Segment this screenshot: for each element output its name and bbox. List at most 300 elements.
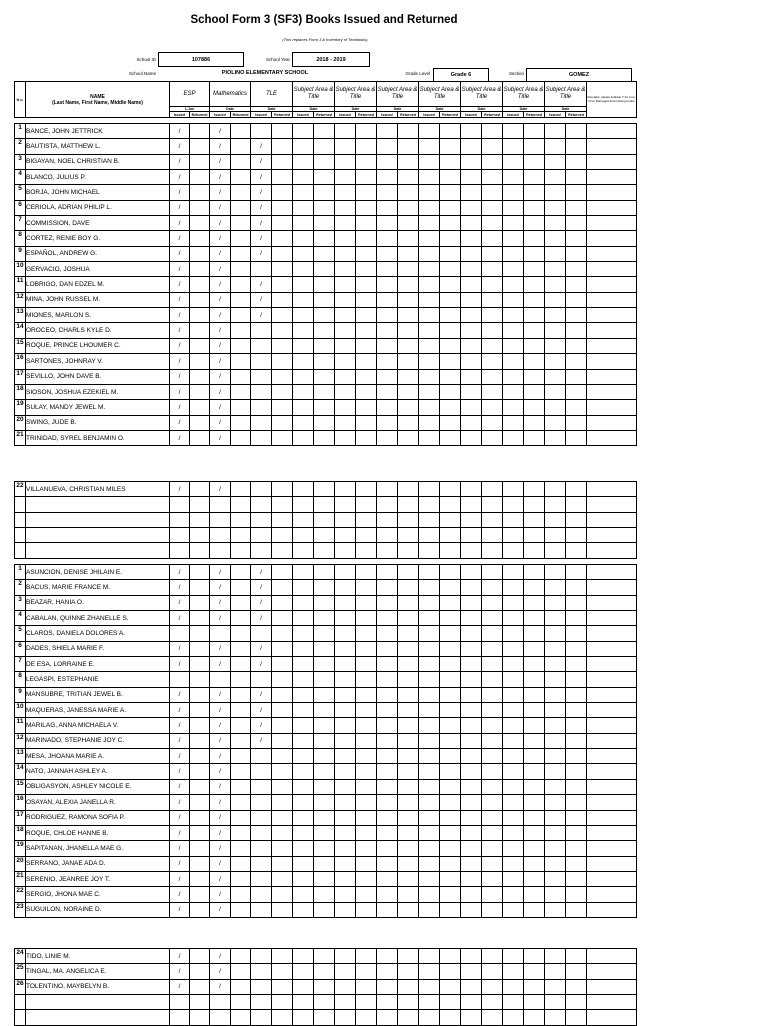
returned-cell[interactable] <box>231 323 251 338</box>
returned-cell[interactable] <box>190 733 210 748</box>
issued-mark[interactable]: / <box>210 565 231 580</box>
returned-cell[interactable] <box>566 400 587 415</box>
returned-cell[interactable] <box>231 430 251 445</box>
returned-cell[interactable] <box>440 964 461 979</box>
issued-cell[interactable] <box>419 733 440 748</box>
returned-cell[interactable] <box>272 565 293 580</box>
blank-cell[interactable] <box>461 512 482 527</box>
blank-cell[interactable] <box>170 497 190 512</box>
issued-cell[interactable] <box>503 595 524 610</box>
returned-cell[interactable] <box>356 856 377 871</box>
returned-cell[interactable] <box>524 964 545 979</box>
returned-cell[interactable] <box>482 856 503 871</box>
issued-cell[interactable] <box>461 400 482 415</box>
issued-cell[interactable] <box>545 369 566 384</box>
issued-cell[interactable] <box>419 749 440 764</box>
issued-mark[interactable]: / <box>210 430 231 445</box>
blank-cell[interactable] <box>26 528 170 543</box>
returned-cell[interactable] <box>272 308 293 323</box>
issued-cell[interactable] <box>503 200 524 215</box>
returned-cell[interactable] <box>272 810 293 825</box>
blank-cell[interactable] <box>545 497 566 512</box>
returned-cell[interactable] <box>440 810 461 825</box>
issued-mark[interactable]: / <box>251 216 272 231</box>
returned-cell[interactable] <box>398 400 419 415</box>
blank-cell[interactable] <box>440 1010 461 1025</box>
returned-cell[interactable] <box>440 749 461 764</box>
returned-cell[interactable] <box>272 338 293 353</box>
returned-cell[interactable] <box>272 626 293 641</box>
returned-cell[interactable] <box>524 216 545 231</box>
issued-cell[interactable] <box>419 641 440 656</box>
returned-cell[interactable] <box>482 825 503 840</box>
returned-cell[interactable] <box>356 795 377 810</box>
issued-cell[interactable] <box>503 400 524 415</box>
issued-mark[interactable]: / <box>170 779 190 794</box>
returned-cell[interactable] <box>356 262 377 277</box>
blank-cell[interactable] <box>231 497 251 512</box>
issued-cell[interactable] <box>419 703 440 718</box>
returned-cell[interactable] <box>190 795 210 810</box>
returned-cell[interactable] <box>440 841 461 856</box>
issued-mark[interactable] <box>251 369 272 384</box>
issued-cell[interactable] <box>545 139 566 154</box>
blank-cell[interactable] <box>524 995 545 1010</box>
returned-cell[interactable] <box>231 482 251 497</box>
issued-cell[interactable] <box>293 887 314 902</box>
returned-cell[interactable] <box>524 185 545 200</box>
returned-cell[interactable] <box>566 277 587 292</box>
school-year-field[interactable]: 2018 - 2019 <box>292 52 370 67</box>
returned-cell[interactable] <box>231 139 251 154</box>
issued-cell[interactable] <box>293 764 314 779</box>
issued-mark[interactable] <box>251 482 272 497</box>
returned-cell[interactable] <box>524 795 545 810</box>
returned-cell[interactable] <box>190 749 210 764</box>
returned-cell[interactable] <box>272 216 293 231</box>
returned-cell[interactable] <box>524 369 545 384</box>
returned-cell[interactable] <box>440 170 461 185</box>
blank-cell[interactable] <box>190 995 210 1010</box>
returned-cell[interactable] <box>314 718 335 733</box>
issued-cell[interactable] <box>545 672 566 687</box>
returned-cell[interactable] <box>398 216 419 231</box>
issued-mark[interactable]: / <box>251 185 272 200</box>
blank-cell[interactable] <box>210 528 231 543</box>
blank-cell[interactable] <box>398 995 419 1010</box>
issued-cell[interactable] <box>335 626 356 641</box>
remarks-cell[interactable] <box>587 384 637 399</box>
issued-cell[interactable] <box>419 292 440 307</box>
returned-cell[interactable] <box>398 687 419 702</box>
issued-cell[interactable] <box>377 400 398 415</box>
returned-cell[interactable] <box>482 626 503 641</box>
blank-cell[interactable] <box>251 512 272 527</box>
returned-cell[interactable] <box>398 672 419 687</box>
issued-cell[interactable] <box>503 626 524 641</box>
issued-cell[interactable] <box>293 415 314 430</box>
issued-cell[interactable] <box>419 887 440 902</box>
issued-cell[interactable] <box>293 154 314 169</box>
returned-cell[interactable] <box>398 902 419 917</box>
returned-cell[interactable] <box>398 323 419 338</box>
blank-cell[interactable] <box>587 497 637 512</box>
returned-cell[interactable] <box>440 733 461 748</box>
remarks-cell[interactable] <box>587 871 637 886</box>
returned-cell[interactable] <box>524 430 545 445</box>
issued-cell[interactable] <box>377 611 398 626</box>
blank-cell[interactable] <box>377 528 398 543</box>
returned-cell[interactable] <box>356 611 377 626</box>
issued-cell[interactable] <box>293 369 314 384</box>
issued-cell[interactable] <box>419 200 440 215</box>
remarks-cell[interactable] <box>587 979 637 994</box>
issued-cell[interactable] <box>293 779 314 794</box>
issued-cell[interactable] <box>461 902 482 917</box>
blank-cell[interactable] <box>398 1010 419 1025</box>
issued-cell[interactable] <box>545 703 566 718</box>
issued-cell[interactable] <box>377 733 398 748</box>
returned-cell[interactable] <box>440 277 461 292</box>
returned-cell[interactable] <box>482 430 503 445</box>
issued-cell[interactable] <box>545 170 566 185</box>
blank-cell[interactable] <box>314 512 335 527</box>
issued-cell[interactable] <box>419 170 440 185</box>
returned-cell[interactable] <box>314 139 335 154</box>
returned-cell[interactable] <box>231 687 251 702</box>
issued-mark[interactable]: / <box>170 641 190 656</box>
returned-cell[interactable] <box>272 595 293 610</box>
returned-cell[interactable] <box>231 369 251 384</box>
issued-cell[interactable] <box>335 384 356 399</box>
issued-mark[interactable] <box>251 262 272 277</box>
remarks-cell[interactable] <box>587 565 637 580</box>
blank-cell[interactable] <box>26 497 170 512</box>
issued-mark[interactable]: / <box>170 139 190 154</box>
blank-cell[interactable] <box>356 512 377 527</box>
issued-cell[interactable] <box>545 611 566 626</box>
returned-cell[interactable] <box>356 292 377 307</box>
returned-cell[interactable] <box>566 154 587 169</box>
issued-cell[interactable] <box>545 565 566 580</box>
issued-cell[interactable] <box>545 338 566 353</box>
returned-cell[interactable] <box>190 902 210 917</box>
blank-cell[interactable] <box>503 497 524 512</box>
issued-mark[interactable] <box>251 856 272 871</box>
issued-cell[interactable] <box>503 580 524 595</box>
returned-cell[interactable] <box>566 795 587 810</box>
issued-cell[interactable] <box>461 580 482 595</box>
returned-cell[interactable] <box>482 964 503 979</box>
returned-cell[interactable] <box>190 323 210 338</box>
returned-cell[interactable] <box>314 415 335 430</box>
returned-cell[interactable] <box>398 825 419 840</box>
remarks-cell[interactable] <box>587 964 637 979</box>
issued-cell[interactable] <box>461 565 482 580</box>
issued-cell[interactable] <box>335 400 356 415</box>
returned-cell[interactable] <box>440 703 461 718</box>
returned-cell[interactable] <box>524 200 545 215</box>
returned-cell[interactable] <box>566 779 587 794</box>
blank-cell[interactable] <box>503 543 524 558</box>
issued-mark[interactable]: / <box>170 902 190 917</box>
remarks-cell[interactable] <box>587 246 637 261</box>
returned-cell[interactable] <box>272 657 293 672</box>
blank-cell[interactable] <box>231 512 251 527</box>
returned-cell[interactable] <box>482 354 503 369</box>
issued-mark[interactable]: / <box>251 718 272 733</box>
returned-cell[interactable] <box>231 246 251 261</box>
returned-cell[interactable] <box>524 779 545 794</box>
blank-cell[interactable] <box>272 528 293 543</box>
issued-cell[interactable] <box>377 825 398 840</box>
returned-cell[interactable] <box>356 246 377 261</box>
returned-cell[interactable] <box>314 369 335 384</box>
blank-cell[interactable] <box>566 1010 587 1025</box>
issued-cell[interactable] <box>335 308 356 323</box>
returned-cell[interactable] <box>272 384 293 399</box>
issued-mark[interactable]: / <box>170 262 190 277</box>
blank-cell[interactable] <box>440 543 461 558</box>
returned-cell[interactable] <box>566 231 587 246</box>
returned-cell[interactable] <box>566 687 587 702</box>
returned-cell[interactable] <box>231 565 251 580</box>
issued-cell[interactable] <box>335 185 356 200</box>
issued-cell[interactable] <box>545 626 566 641</box>
returned-cell[interactable] <box>566 354 587 369</box>
returned-cell[interactable] <box>398 595 419 610</box>
returned-cell[interactable] <box>566 338 587 353</box>
issued-cell[interactable] <box>377 979 398 994</box>
returned-cell[interactable] <box>272 354 293 369</box>
blank-cell[interactable] <box>293 512 314 527</box>
issued-cell[interactable] <box>503 292 524 307</box>
issued-cell[interactable] <box>335 887 356 902</box>
returned-cell[interactable] <box>566 949 587 964</box>
blank-cell[interactable] <box>545 512 566 527</box>
returned-cell[interactable] <box>356 565 377 580</box>
returned-cell[interactable] <box>524 749 545 764</box>
blank-cell[interactable] <box>503 995 524 1010</box>
issued-mark[interactable]: / <box>210 595 231 610</box>
returned-cell[interactable] <box>398 795 419 810</box>
returned-cell[interactable] <box>524 949 545 964</box>
blank-cell[interactable] <box>272 512 293 527</box>
returned-cell[interactable] <box>272 749 293 764</box>
issued-mark[interactable]: / <box>170 415 190 430</box>
returned-cell[interactable] <box>482 185 503 200</box>
returned-cell[interactable] <box>272 979 293 994</box>
blank-cell[interactable] <box>293 497 314 512</box>
returned-cell[interactable] <box>231 595 251 610</box>
returned-cell[interactable] <box>524 825 545 840</box>
returned-cell[interactable] <box>440 902 461 917</box>
remarks-cell[interactable] <box>587 580 637 595</box>
remarks-cell[interactable] <box>587 718 637 733</box>
issued-mark[interactable]: / <box>210 580 231 595</box>
returned-cell[interactable] <box>482 482 503 497</box>
issued-cell[interactable] <box>419 384 440 399</box>
school-id-field[interactable]: 107886 <box>158 52 244 67</box>
returned-cell[interactable] <box>482 902 503 917</box>
returned-cell[interactable] <box>272 779 293 794</box>
returned-cell[interactable] <box>314 384 335 399</box>
issued-mark[interactable]: / <box>251 170 272 185</box>
returned-cell[interactable] <box>190 216 210 231</box>
returned-cell[interactable] <box>398 841 419 856</box>
issued-cell[interactable] <box>377 246 398 261</box>
returned-cell[interactable] <box>566 749 587 764</box>
issued-mark[interactable]: / <box>210 185 231 200</box>
returned-cell[interactable] <box>190 154 210 169</box>
issued-cell[interactable] <box>335 825 356 840</box>
issued-cell[interactable] <box>377 139 398 154</box>
blank-cell[interactable] <box>293 1010 314 1025</box>
returned-cell[interactable] <box>272 703 293 718</box>
issued-cell[interactable] <box>419 354 440 369</box>
returned-cell[interactable] <box>524 979 545 994</box>
returned-cell[interactable] <box>356 170 377 185</box>
remarks-cell[interactable] <box>587 626 637 641</box>
issued-cell[interactable] <box>377 795 398 810</box>
returned-cell[interactable] <box>231 718 251 733</box>
issued-cell[interactable] <box>293 841 314 856</box>
issued-cell[interactable] <box>335 354 356 369</box>
issued-cell[interactable] <box>461 430 482 445</box>
issued-mark[interactable]: / <box>170 718 190 733</box>
blank-cell[interactable] <box>587 512 637 527</box>
blank-cell[interactable] <box>251 543 272 558</box>
issued-cell[interactable] <box>503 154 524 169</box>
issued-mark[interactable]: / <box>170 430 190 445</box>
issued-cell[interactable] <box>503 308 524 323</box>
returned-cell[interactable] <box>356 231 377 246</box>
issued-cell[interactable] <box>377 354 398 369</box>
returned-cell[interactable] <box>231 354 251 369</box>
issued-mark[interactable]: / <box>210 825 231 840</box>
blank-cell[interactable] <box>251 995 272 1010</box>
blank-cell[interactable] <box>461 995 482 1010</box>
returned-cell[interactable] <box>398 657 419 672</box>
issued-cell[interactable] <box>503 430 524 445</box>
returned-cell[interactable] <box>398 369 419 384</box>
remarks-cell[interactable] <box>587 764 637 779</box>
returned-cell[interactable] <box>272 400 293 415</box>
issued-cell[interactable] <box>293 565 314 580</box>
issued-cell[interactable] <box>419 400 440 415</box>
issued-cell[interactable] <box>461 170 482 185</box>
issued-mark[interactable]: / <box>170 611 190 626</box>
issued-mark[interactable]: / <box>210 482 231 497</box>
issued-cell[interactable] <box>377 641 398 656</box>
returned-cell[interactable] <box>314 795 335 810</box>
returned-cell[interactable] <box>440 246 461 261</box>
issued-cell[interactable] <box>461 277 482 292</box>
issued-cell[interactable] <box>545 779 566 794</box>
issued-cell[interactable] <box>545 400 566 415</box>
issued-mark[interactable]: / <box>251 611 272 626</box>
blank-cell[interactable] <box>170 528 190 543</box>
blank-cell[interactable] <box>251 528 272 543</box>
issued-cell[interactable] <box>503 825 524 840</box>
issued-mark[interactable]: / <box>210 124 231 139</box>
remarks-cell[interactable] <box>587 595 637 610</box>
issued-cell[interactable] <box>419 810 440 825</box>
issued-cell[interactable] <box>419 841 440 856</box>
returned-cell[interactable] <box>524 308 545 323</box>
issued-mark[interactable]: / <box>251 703 272 718</box>
returned-cell[interactable] <box>566 871 587 886</box>
issued-mark[interactable] <box>251 354 272 369</box>
issued-mark[interactable]: / <box>210 810 231 825</box>
blank-cell[interactable] <box>440 995 461 1010</box>
issued-cell[interactable] <box>545 795 566 810</box>
returned-cell[interactable] <box>314 292 335 307</box>
returned-cell[interactable] <box>398 580 419 595</box>
returned-cell[interactable] <box>314 277 335 292</box>
blank-cell[interactable] <box>210 543 231 558</box>
issued-cell[interactable] <box>419 949 440 964</box>
issued-mark[interactable]: / <box>210 308 231 323</box>
returned-cell[interactable] <box>356 154 377 169</box>
blank-cell[interactable] <box>335 1010 356 1025</box>
issued-cell[interactable] <box>545 964 566 979</box>
returned-cell[interactable] <box>272 246 293 261</box>
issued-cell[interactable] <box>293 231 314 246</box>
issued-mark[interactable]: / <box>210 262 231 277</box>
returned-cell[interactable] <box>566 185 587 200</box>
issued-cell[interactable] <box>293 657 314 672</box>
returned-cell[interactable] <box>440 565 461 580</box>
returned-cell[interactable] <box>398 277 419 292</box>
issued-cell[interactable] <box>293 856 314 871</box>
issued-cell[interactable] <box>377 430 398 445</box>
blank-cell[interactable] <box>419 512 440 527</box>
issued-cell[interactable] <box>335 430 356 445</box>
issued-mark[interactable]: / <box>210 887 231 902</box>
returned-cell[interactable] <box>314 871 335 886</box>
blank-cell[interactable] <box>440 512 461 527</box>
returned-cell[interactable] <box>440 384 461 399</box>
returned-cell[interactable] <box>272 718 293 733</box>
returned-cell[interactable] <box>314 749 335 764</box>
returned-cell[interactable] <box>190 703 210 718</box>
returned-cell[interactable] <box>314 338 335 353</box>
blank-cell[interactable] <box>314 995 335 1010</box>
issued-mark[interactable]: / <box>210 384 231 399</box>
issued-cell[interactable] <box>545 902 566 917</box>
blank-cell[interactable] <box>190 512 210 527</box>
remarks-cell[interactable] <box>587 139 637 154</box>
returned-cell[interactable] <box>398 139 419 154</box>
returned-cell[interactable] <box>440 641 461 656</box>
returned-cell[interactable] <box>231 841 251 856</box>
returned-cell[interactable] <box>482 277 503 292</box>
issued-cell[interactable] <box>545 185 566 200</box>
returned-cell[interactable] <box>398 764 419 779</box>
returned-cell[interactable] <box>190 841 210 856</box>
issued-cell[interactable] <box>461 779 482 794</box>
returned-cell[interactable] <box>190 887 210 902</box>
issued-cell[interactable] <box>335 611 356 626</box>
issued-cell[interactable] <box>293 718 314 733</box>
returned-cell[interactable] <box>231 216 251 231</box>
issued-cell[interactable] <box>461 231 482 246</box>
issued-cell[interactable] <box>503 354 524 369</box>
issued-cell[interactable] <box>461 354 482 369</box>
blank-cell[interactable] <box>419 497 440 512</box>
returned-cell[interactable] <box>398 384 419 399</box>
